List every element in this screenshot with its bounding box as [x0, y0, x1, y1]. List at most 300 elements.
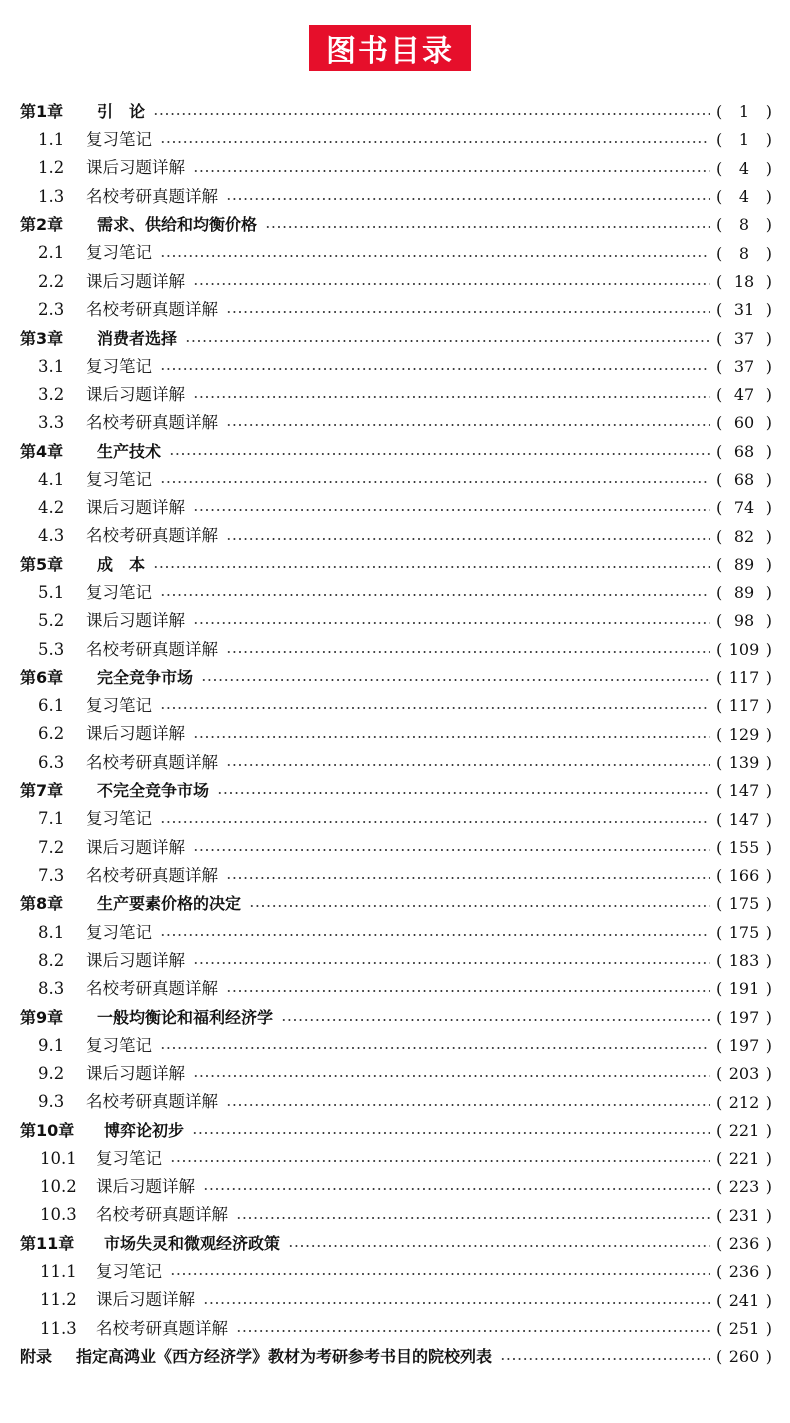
toc-page-number — [716, 724, 772, 744]
open-paren: ( — [716, 696, 723, 716]
page-number-value: 236 — [728, 1262, 760, 1282]
toc-leader-dots — [193, 170, 710, 172]
toc-page-number — [716, 1007, 772, 1027]
toc-entry-title: 复习笔记 — [86, 585, 160, 602]
page-number-value: 147 — [728, 809, 760, 829]
toc-page-number — [716, 1349, 772, 1365]
close-paren: ) — [765, 639, 772, 659]
toc-entry-number: 附录 — [20, 1347, 53, 1367]
toc-chapter-row[interactable] — [0, 551, 790, 579]
open-paren: ( — [716, 470, 723, 489]
page-number-value: 68 — [733, 470, 755, 489]
toc-section-row[interactable] — [0, 183, 790, 211]
open-paren: ( — [716, 752, 723, 772]
close-paren: ) — [765, 130, 772, 150]
close-paren: ) — [765, 1035, 772, 1055]
toc-leader-dots — [226, 651, 710, 653]
toc-entry-number: 5.3 — [38, 639, 65, 659]
toc-section-row[interactable] — [0, 919, 790, 947]
toc-entry-number: 3.2 — [38, 384, 65, 404]
close-paren: ) — [765, 526, 772, 546]
close-paren: ) — [765, 102, 772, 122]
toc-leader-dots — [160, 707, 710, 709]
toc-entry-title: 复习笔记 — [86, 1038, 160, 1055]
page-number-value: 109 — [728, 639, 760, 659]
toc-page-number — [716, 896, 772, 912]
toc-entry-title: 复习笔记 — [86, 811, 160, 828]
toc-page-number — [716, 752, 772, 772]
open-paren: ( — [716, 1149, 723, 1169]
open-paren: ( — [716, 1120, 723, 1140]
toc-page-number — [716, 328, 772, 348]
close-paren: ) — [765, 724, 772, 744]
page-number-value: 74 — [733, 498, 755, 518]
toc-entry-number: 6.3 — [38, 752, 65, 772]
toc-page-number — [716, 1290, 772, 1310]
toc-leader-dots — [160, 141, 710, 143]
toc-leader-dots — [185, 340, 710, 342]
toc-chapter-row[interactable] — [0, 1343, 790, 1371]
toc-leader-dots — [193, 736, 710, 738]
toc-entry-title: 名校考研真题详解 — [86, 981, 226, 998]
toc-entry-title: 生产要素价格的决定 — [97, 896, 249, 912]
toc-entry-title: 市场失灵和微观经济政策 — [104, 1236, 288, 1252]
page-number-value: 221 — [728, 1120, 760, 1140]
toc-chapter-row[interactable] — [0, 1230, 790, 1258]
toc-entry-number: 第1章 — [20, 102, 64, 122]
close-paren: ) — [765, 583, 772, 603]
open-paren: ( — [716, 1205, 723, 1225]
page-number-value: 117 — [728, 668, 760, 688]
toc-entry-title: 课后习题详解 — [86, 160, 193, 177]
close-paren: ) — [765, 271, 772, 291]
toc-entry-title: 复习笔记 — [86, 698, 160, 715]
page-number-value: 191 — [728, 979, 760, 999]
toc-page-number — [716, 1236, 772, 1252]
page-number-value: 139 — [728, 752, 760, 772]
toc-entry-title: 成 本 — [97, 557, 153, 573]
open-paren: ( — [716, 809, 723, 829]
toc-entry-number: 6.1 — [38, 696, 65, 716]
toc-chapter-row[interactable] — [0, 324, 790, 352]
toc-leader-dots — [193, 1075, 710, 1077]
toc-entry-title: 课后习题详解 — [86, 500, 193, 517]
close-paren: ) — [765, 809, 772, 829]
toc-leader-dots — [193, 962, 710, 964]
open-paren: ( — [716, 894, 723, 914]
toc-leader-dots — [217, 792, 710, 794]
toc-page-number — [716, 158, 772, 178]
toc-page-number — [716, 698, 772, 714]
toc-entry-number: 9.3 — [38, 1092, 65, 1112]
toc-leader-dots — [226, 877, 710, 879]
toc-page-number — [716, 1318, 772, 1338]
toc-entry-number: 5.2 — [38, 611, 65, 631]
toc-section-row[interactable] — [0, 1202, 790, 1230]
table-of-contents — [0, 98, 790, 1371]
toc-entry-title: 课后习题详解 — [86, 953, 193, 970]
page-number-value: 251 — [728, 1318, 760, 1338]
toc-page-number — [716, 271, 772, 291]
open-paren: ( — [716, 1347, 723, 1367]
toc-entry-number: 第3章 — [20, 328, 64, 348]
page-number-value: 117 — [728, 696, 760, 716]
toc-section-row[interactable] — [0, 834, 790, 862]
toc-leader-dots — [193, 622, 710, 624]
open-paren: ( — [716, 328, 723, 348]
page-number-value: 4 — [738, 187, 750, 207]
toc-section-row[interactable] — [0, 862, 790, 890]
toc-entry-number: 4.2 — [38, 498, 65, 518]
open-paren: ( — [716, 1035, 723, 1055]
toc-entry-number: 11.3 — [40, 1318, 77, 1338]
close-paren: ) — [765, 866, 772, 886]
toc-section-row[interactable] — [0, 579, 790, 607]
toc-leader-dots — [203, 1188, 710, 1190]
toc-section-row[interactable] — [0, 409, 790, 437]
open-paren: ( — [716, 158, 723, 178]
toc-entry-title: 名校考研真题详解 — [96, 1321, 236, 1338]
page-number-value: 175 — [728, 894, 760, 914]
close-paren: ) — [765, 1120, 772, 1140]
close-paren: ) — [765, 1347, 772, 1367]
close-paren: ) — [765, 498, 772, 518]
toc-entry-title: 课后习题详解 — [86, 613, 193, 630]
toc-section-row[interactable] — [0, 721, 790, 749]
toc-entry-number: 第8章 — [20, 894, 64, 914]
close-paren: ) — [765, 979, 772, 999]
toc-entry-title: 复习笔记 — [96, 1264, 170, 1281]
page-number-value: 98 — [733, 611, 755, 631]
toc-leader-dots — [160, 1047, 710, 1049]
toc-section-row[interactable] — [0, 1145, 790, 1173]
toc-section-row[interactable] — [0, 692, 790, 720]
toc-leader-dots — [281, 1019, 710, 1021]
open-paren: ( — [716, 611, 723, 631]
toc-leader-dots — [226, 990, 710, 992]
close-paren: ) — [765, 1092, 772, 1112]
toc-entry-number: 1.3 — [38, 186, 65, 206]
toc-entry-number: 2.1 — [38, 243, 65, 263]
toc-leader-dots — [160, 934, 710, 936]
toc-page-number — [716, 441, 772, 461]
open-paren: ( — [716, 951, 723, 971]
toc-section-row[interactable] — [0, 353, 790, 381]
toc-page-number — [716, 217, 772, 233]
toc-chapter-row[interactable] — [0, 1004, 790, 1032]
open-paren: ( — [716, 498, 723, 518]
toc-page-number — [716, 132, 772, 148]
toc-leader-dots — [192, 1132, 710, 1134]
close-paren: ) — [765, 328, 772, 348]
toc-page-number — [716, 1151, 772, 1167]
close-paren: ) — [765, 781, 772, 801]
page-number-value: 60 — [733, 413, 755, 433]
toc-page-number — [716, 868, 772, 884]
toc-entry-number: 4.1 — [38, 469, 65, 489]
toc-section-row[interactable] — [0, 975, 790, 1003]
toc-leader-dots — [288, 1245, 710, 1247]
toc-entry-title: 名校考研真题详解 — [86, 868, 226, 885]
toc-entry-title: 生产技术 — [97, 444, 169, 460]
toc-page-number — [716, 243, 772, 263]
toc-page-number — [716, 922, 772, 942]
toc-leader-dots — [226, 311, 710, 313]
close-paren: ) — [765, 187, 772, 207]
page-number-value: 166 — [728, 866, 760, 886]
toc-leader-dots — [226, 764, 710, 766]
toc-section-row[interactable] — [0, 1088, 790, 1116]
open-paren: ( — [716, 979, 723, 999]
toc-entry-title: 课后习题详解 — [86, 274, 193, 291]
open-paren: ( — [716, 1234, 723, 1254]
toc-page-number — [716, 554, 772, 574]
toc-leader-dots — [160, 255, 710, 257]
toc-section-row[interactable] — [0, 466, 790, 494]
toc-leader-dots — [160, 481, 710, 483]
open-paren: ( — [716, 781, 723, 801]
toc-section-row[interactable] — [0, 607, 790, 635]
toc-section-row[interactable] — [0, 749, 790, 777]
open-paren: ( — [716, 668, 723, 688]
toc-chapter-row[interactable] — [0, 438, 790, 466]
toc-leader-dots — [153, 113, 710, 115]
close-paren: ) — [765, 356, 772, 376]
toc-entry-number: 第9章 — [20, 1007, 64, 1027]
toc-leader-dots — [226, 538, 710, 540]
toc-entry-number: 第11章 — [20, 1234, 75, 1254]
toc-section-row[interactable] — [0, 126, 790, 154]
toc-page-number — [716, 809, 772, 829]
toc-leader-dots — [226, 424, 710, 426]
open-paren: ( — [716, 243, 723, 263]
toc-leader-dots — [170, 1273, 710, 1275]
toc-page-number — [716, 1205, 772, 1225]
toc-section-row[interactable] — [0, 1032, 790, 1060]
close-paren: ) — [765, 1234, 772, 1254]
close-paren: ) — [765, 215, 772, 235]
toc-entry-title: 一般均衡论和福利经济学 — [97, 1010, 281, 1026]
toc-leader-dots — [193, 849, 710, 851]
toc-entry-number: 第4章 — [20, 441, 64, 461]
toc-page-number — [716, 500, 772, 516]
toc-page-number — [716, 613, 772, 629]
toc-entry-number: 7.3 — [38, 865, 65, 885]
toc-section-row[interactable] — [0, 155, 790, 183]
toc-entry-number: 8.2 — [38, 950, 65, 970]
toc-entry-number: 7.1 — [38, 809, 65, 829]
toc-entry-title: 复习笔记 — [86, 245, 160, 262]
page-number-value: 183 — [728, 951, 760, 971]
open-paren: ( — [716, 1290, 723, 1310]
toc-section-row[interactable] — [0, 381, 790, 409]
toc-leader-dots — [193, 283, 710, 285]
toc-section-row[interactable] — [0, 1173, 790, 1201]
page-number-value: 4 — [738, 158, 750, 178]
toc-leader-dots — [193, 509, 710, 511]
toc-page-number — [716, 585, 772, 601]
toc-chapter-row[interactable] — [0, 98, 790, 126]
toc-leader-dots — [169, 453, 710, 455]
toc-entry-number: 9.2 — [38, 1063, 65, 1083]
close-paren: ) — [765, 1318, 772, 1338]
toc-page-number — [716, 1264, 772, 1280]
toc-entry-title: 需求、供给和均衡价格 — [97, 217, 265, 233]
toc-chapter-row[interactable] — [0, 211, 790, 239]
page-number-value: 197 — [728, 1035, 760, 1055]
toc-entry-number: 2.3 — [38, 299, 65, 319]
open-paren: ( — [716, 130, 723, 150]
toc-section-row[interactable] — [0, 1060, 790, 1088]
toc-page-number — [716, 783, 772, 799]
page-number-value: 155 — [728, 837, 760, 857]
page-number-value: 197 — [728, 1007, 760, 1027]
toc-page-number — [716, 387, 772, 403]
open-paren: ( — [716, 1064, 723, 1084]
toc-leader-dots — [160, 594, 710, 596]
toc-leader-dots — [249, 905, 710, 907]
toc-entry-number: 6.2 — [38, 724, 65, 744]
toc-entry-number: 4.3 — [38, 526, 65, 546]
toc-entry-number: 10.1 — [40, 1148, 77, 1168]
page-number-value: 37 — [733, 356, 755, 376]
page-number-value: 147 — [728, 781, 760, 801]
toc-entry-title: 名校考研真题详解 — [86, 642, 226, 659]
toc-entry-number: 第10章 — [20, 1120, 75, 1140]
close-paren: ) — [765, 611, 772, 631]
toc-page-number — [716, 639, 772, 659]
toc-entry-title: 课后习题详解 — [86, 726, 193, 743]
close-paren: ) — [765, 158, 772, 178]
page-number-value: 89 — [733, 583, 755, 603]
close-paren: ) — [765, 1064, 772, 1084]
open-paren: ( — [716, 300, 723, 320]
toc-section-row[interactable] — [0, 636, 790, 664]
toc-page-number — [716, 356, 772, 376]
toc-leader-dots — [236, 1217, 710, 1219]
toc-section-row[interactable] — [0, 296, 790, 324]
toc-entry-title: 复习笔记 — [86, 472, 160, 489]
close-paren: ) — [765, 1290, 772, 1310]
toc-section-row[interactable] — [0, 268, 790, 296]
open-paren: ( — [716, 922, 723, 942]
toc-entry-number: 11.1 — [40, 1262, 77, 1282]
open-paren: ( — [716, 1007, 723, 1027]
toc-leader-dots — [265, 226, 710, 228]
open-paren: ( — [716, 526, 723, 546]
toc-entry-number: 11.2 — [40, 1290, 77, 1310]
toc-page-number — [716, 526, 772, 546]
toc-section-row[interactable] — [0, 1286, 790, 1314]
toc-entry-number: 第7章 — [20, 781, 64, 801]
toc-page-number — [716, 837, 772, 857]
toc-page-number — [716, 1179, 772, 1195]
toc-page-number — [716, 670, 772, 686]
toc-section-row[interactable] — [0, 805, 790, 833]
toc-entry-title: 复习笔记 — [96, 1151, 170, 1168]
toc-entry-title: 课后习题详解 — [96, 1292, 203, 1309]
toc-leader-dots — [500, 1358, 710, 1360]
page-number-value: 68 — [733, 441, 755, 461]
toc-entry-title: 复习笔记 — [86, 925, 160, 942]
toc-entry-title: 名校考研真题详解 — [86, 1094, 226, 1111]
toc-leader-dots — [236, 1330, 710, 1332]
open-paren: ( — [716, 102, 723, 122]
toc-entry-number: 8.3 — [38, 979, 65, 999]
toc-chapter-row[interactable] — [0, 1117, 790, 1145]
page-number-value: 89 — [733, 554, 755, 574]
toc-chapter-row[interactable] — [0, 890, 790, 918]
toc-entry-title: 消费者选择 — [97, 331, 185, 347]
toc-entry-title: 复习笔记 — [86, 132, 160, 149]
close-paren: ) — [765, 243, 772, 263]
toc-section-row[interactable] — [0, 1258, 790, 1286]
toc-entry-number: 8.1 — [38, 922, 65, 942]
close-paren: ) — [765, 1007, 772, 1027]
toc-section-row[interactable] — [0, 947, 790, 975]
toc-leader-dots — [153, 566, 710, 568]
toc-page-number — [716, 981, 772, 997]
close-paren: ) — [765, 470, 772, 489]
close-paren: ) — [765, 441, 772, 461]
toc-entry-number: 1.1 — [38, 130, 65, 150]
close-paren: ) — [765, 837, 772, 857]
toc-entry-title: 名校考研真题详解 — [86, 189, 226, 206]
close-paren: ) — [765, 1205, 772, 1225]
open-paren: ( — [716, 639, 723, 659]
toc-section-row[interactable] — [0, 1315, 790, 1343]
toc-section-row[interactable] — [0, 522, 790, 550]
close-paren: ) — [765, 300, 772, 320]
toc-section-row[interactable] — [0, 239, 790, 267]
toc-entry-title: 课后习题详解 — [96, 1179, 203, 1196]
open-paren: ( — [716, 1262, 723, 1282]
title-banner — [309, 25, 471, 71]
toc-entry-number: 5.1 — [38, 582, 65, 602]
toc-leader-dots — [170, 1160, 710, 1162]
open-paren: ( — [716, 385, 723, 405]
toc-leader-dots — [226, 198, 710, 200]
page-number-value: 1 — [738, 130, 750, 150]
page-number-value: 203 — [728, 1064, 760, 1084]
page-title: 图书目录 — [326, 34, 454, 69]
toc-entry-title: 名校考研真题详解 — [96, 1207, 236, 1224]
close-paren: ) — [765, 894, 772, 914]
open-paren: ( — [716, 215, 723, 235]
close-paren: ) — [765, 752, 772, 772]
toc-page-number — [716, 415, 772, 431]
page-number-value: 8 — [738, 243, 750, 263]
page-number-value: 31 — [733, 300, 755, 320]
page-number-value: 18 — [733, 271, 755, 291]
toc-entry-number: 9.1 — [38, 1035, 65, 1055]
toc-page-number — [716, 953, 772, 969]
open-paren: ( — [716, 724, 723, 744]
close-paren: ) — [765, 385, 772, 405]
toc-entry-title: 指定高鸿业《西方经济学》教材为考研参考书目的院校列表 — [76, 1349, 500, 1365]
toc-chapter-row[interactable] — [0, 664, 790, 692]
close-paren: ) — [765, 1177, 772, 1197]
toc-entry-number: 10.2 — [40, 1177, 77, 1197]
toc-section-row[interactable] — [0, 494, 790, 522]
toc-page-number — [716, 189, 772, 205]
toc-entry-number: 第6章 — [20, 668, 64, 688]
page-number-value: 260 — [728, 1347, 760, 1367]
close-paren: ) — [765, 696, 772, 716]
toc-page-number — [716, 472, 772, 488]
toc-entry-number: 7.2 — [38, 837, 65, 857]
toc-chapter-row[interactable] — [0, 777, 790, 805]
